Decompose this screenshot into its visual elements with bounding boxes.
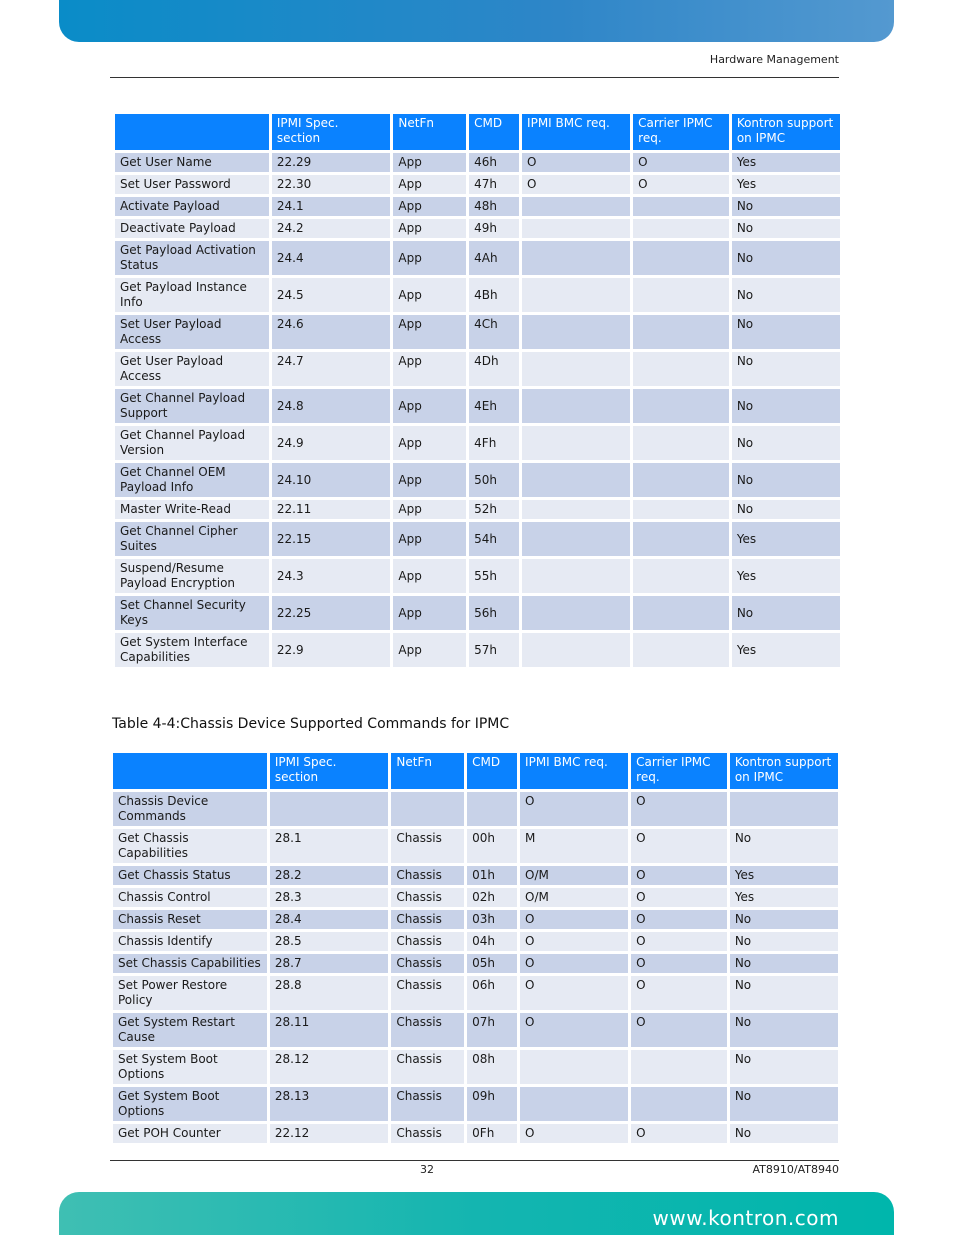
- table-cell: O: [520, 954, 628, 973]
- table-cell: 50h: [469, 463, 519, 497]
- column-header: [115, 114, 269, 150]
- table-cell: [633, 219, 729, 238]
- table-row: [113, 792, 838, 826]
- table-cell: App: [393, 596, 466, 630]
- column-header: IPMI BMC req.: [520, 753, 628, 789]
- table-cell: [522, 241, 630, 275]
- table-row: [115, 315, 840, 349]
- table-cell: Get User Name: [115, 153, 269, 172]
- table-cell: App: [393, 197, 466, 216]
- table-cell: 54h: [469, 522, 519, 556]
- table-cell: 28.13: [270, 1087, 389, 1121]
- table-cell: No: [730, 910, 838, 929]
- column-header: IPMI Spec. section: [272, 114, 391, 150]
- table-cell: 24.9: [272, 426, 391, 460]
- table-cell: [520, 1087, 628, 1121]
- table-cell: [631, 1050, 727, 1084]
- table-cell: Chassis Identify: [113, 932, 267, 951]
- table-cell: Set User Payload Access: [115, 315, 269, 349]
- table-cell: [522, 352, 630, 386]
- table-cell: No: [732, 389, 840, 423]
- table-cell: No: [730, 976, 838, 1010]
- table-cell: 28.8: [270, 976, 389, 1010]
- table-cell: [270, 792, 389, 826]
- column-header: IPMI BMC req.: [522, 114, 630, 150]
- table-cell: 22.9: [272, 633, 391, 667]
- table-cell: O: [631, 976, 727, 1010]
- table-cell: No: [732, 278, 840, 312]
- table-cell: 01h: [467, 866, 517, 885]
- table-cell: O: [631, 910, 727, 929]
- table-cell: 24.5: [272, 278, 391, 312]
- table-cell: Get Channel Payload Support: [115, 389, 269, 423]
- table-cell: No: [732, 596, 840, 630]
- table-row: [113, 1087, 838, 1121]
- table-cell: O: [520, 976, 628, 1010]
- table-cell: 22.11: [272, 500, 391, 519]
- page-number: 32: [420, 1163, 434, 1176]
- table-cell: [522, 463, 630, 497]
- table-cell: 52h: [469, 500, 519, 519]
- table-cell: [522, 197, 630, 216]
- table-cell: [633, 463, 729, 497]
- table-cell: 22.12: [270, 1124, 389, 1143]
- table-cell: App: [393, 522, 466, 556]
- table-cell: No: [732, 426, 840, 460]
- table-cell: Yes: [732, 559, 840, 593]
- table-cell: [633, 352, 729, 386]
- table-cell: [522, 596, 630, 630]
- table-cell: [522, 315, 630, 349]
- table-cell: O/M: [520, 888, 628, 907]
- column-header: IPMI Spec. section: [270, 753, 389, 789]
- table-cell: No: [730, 1124, 838, 1143]
- table-row: [115, 463, 840, 497]
- table-cell: 00h: [467, 829, 517, 863]
- table-cell: Chassis: [391, 866, 464, 885]
- table-cell: App: [393, 389, 466, 423]
- table-cell: 4Eh: [469, 389, 519, 423]
- table-cell: [633, 596, 729, 630]
- table-row: [113, 976, 838, 1010]
- table-cell: App: [393, 352, 466, 386]
- table-cell: Suspend/Resume Payload Encryption: [115, 559, 269, 593]
- table-cell: [520, 1050, 628, 1084]
- column-header: Carrier IPMC req.: [633, 114, 729, 150]
- table-cell: Get System Boot Options: [113, 1087, 267, 1121]
- table-row: [115, 522, 840, 556]
- table-cell: Get Channel Payload Version: [115, 426, 269, 460]
- table-cell: Chassis: [391, 1013, 464, 1047]
- table-cell: App: [393, 153, 466, 172]
- table-cell: 0Fh: [467, 1124, 517, 1143]
- table-cell: 49h: [469, 219, 519, 238]
- table-cell: App: [393, 559, 466, 593]
- table-cell: No: [732, 500, 840, 519]
- table-row: [115, 633, 840, 667]
- header-rule: [110, 77, 839, 78]
- table-cell: Chassis: [391, 976, 464, 1010]
- table-cell: O: [520, 932, 628, 951]
- column-header: CMD: [469, 114, 519, 150]
- table-cell: [730, 792, 838, 826]
- table-cell: 09h: [467, 1087, 517, 1121]
- table-cell: 4Bh: [469, 278, 519, 312]
- table-cell: Get User Payload Access: [115, 352, 269, 386]
- table-cell: [633, 315, 729, 349]
- table-cell: App: [393, 315, 466, 349]
- table-cell: Yes: [732, 522, 840, 556]
- table-cell: 4Dh: [469, 352, 519, 386]
- table-row: [113, 910, 838, 929]
- table-cell: 08h: [467, 1050, 517, 1084]
- table-cell: Chassis: [391, 888, 464, 907]
- column-header: NetFn: [393, 114, 466, 150]
- table-row: [115, 500, 840, 519]
- table-cell: O: [633, 175, 729, 194]
- table-cell: O: [522, 153, 630, 172]
- table-cell: 46h: [469, 153, 519, 172]
- table-cell: [522, 500, 630, 519]
- table-cell: 24.1: [272, 197, 391, 216]
- table-header-row: [113, 753, 838, 789]
- table-cell: [631, 1087, 727, 1121]
- table-cell: 28.7: [270, 954, 389, 973]
- table-row: [115, 596, 840, 630]
- table-cell: 02h: [467, 888, 517, 907]
- table-cell: Activate Payload: [115, 197, 269, 216]
- table-cell: Chassis: [391, 932, 464, 951]
- table-cell: Set System Boot Options: [113, 1050, 267, 1084]
- table-cell: 28.5: [270, 932, 389, 951]
- table-row: [113, 829, 838, 863]
- table-cell: [522, 633, 630, 667]
- table-cell: O: [631, 1013, 727, 1047]
- table-cell: Chassis: [391, 1050, 464, 1084]
- table-cell: 03h: [467, 910, 517, 929]
- table-cell: [633, 389, 729, 423]
- column-header: Kontron support on IPMC: [732, 114, 840, 150]
- table-cell: Get POH Counter: [113, 1124, 267, 1143]
- table-row: [113, 954, 838, 973]
- table-cell: 22.29: [272, 153, 391, 172]
- table-row: [113, 1124, 838, 1143]
- table-cell: 24.10: [272, 463, 391, 497]
- table-cell: 04h: [467, 932, 517, 951]
- header-banner: [59, 0, 894, 42]
- table-cell: 28.1: [270, 829, 389, 863]
- table-cell: App: [393, 633, 466, 667]
- app-commands-table: [112, 111, 843, 670]
- table-cell: No: [732, 219, 840, 238]
- table-cell: No: [730, 1087, 838, 1121]
- table-cell: App: [393, 463, 466, 497]
- table-cell: 28.3: [270, 888, 389, 907]
- table-cell: [522, 278, 630, 312]
- table-cell: Get Channel Cipher Suites: [115, 522, 269, 556]
- table-cell: Get Chassis Status: [113, 866, 267, 885]
- table-row: [115, 153, 840, 172]
- table-cell: No: [730, 954, 838, 973]
- table-cell: Get Chassis Capabilities: [113, 829, 267, 863]
- table-row: [115, 278, 840, 312]
- table-cell: Get Payload Activation Status: [115, 241, 269, 275]
- column-header: Kontron support on IPMC: [730, 753, 838, 789]
- table-cell: 24.4: [272, 241, 391, 275]
- table-cell: Set Chassis Capabilities: [113, 954, 267, 973]
- table-cell: O: [631, 792, 727, 826]
- table-cell: 28.11: [270, 1013, 389, 1047]
- table-row: [115, 241, 840, 275]
- column-header: Carrier IPMC req.: [631, 753, 727, 789]
- table-cell: 4Ah: [469, 241, 519, 275]
- table-cell: No: [732, 241, 840, 275]
- table-cell: App: [393, 426, 466, 460]
- table-cell: 24.3: [272, 559, 391, 593]
- table-cell: [633, 426, 729, 460]
- table-cell: 55h: [469, 559, 519, 593]
- table-row: [113, 866, 838, 885]
- table-row: [113, 888, 838, 907]
- table-row: [115, 389, 840, 423]
- table-cell: 48h: [469, 197, 519, 216]
- table-cell: O/M: [520, 866, 628, 885]
- table-caption: Table 4-4:Chassis Device Supported Commands for IPMC: [112, 716, 510, 732]
- table-cell: [522, 426, 630, 460]
- table-cell: O: [631, 1124, 727, 1143]
- table-cell: Deactivate Payload: [115, 219, 269, 238]
- chassis-commands-table: [110, 750, 841, 1146]
- table-cell: 47h: [469, 175, 519, 194]
- table-cell: O: [520, 792, 628, 826]
- table-cell: [633, 241, 729, 275]
- table-cell: [633, 197, 729, 216]
- table-cell: 22.25: [272, 596, 391, 630]
- table-cell: [522, 522, 630, 556]
- table-cell: Set Channel Security Keys: [115, 596, 269, 630]
- table-row: [113, 1050, 838, 1084]
- table-cell: Yes: [730, 866, 838, 885]
- table-cell: Chassis: [391, 829, 464, 863]
- table-cell: 06h: [467, 976, 517, 1010]
- table-cell: [633, 278, 729, 312]
- table-cell: O: [520, 910, 628, 929]
- table-cell: M: [520, 829, 628, 863]
- table-cell: [467, 792, 517, 826]
- table-cell: O: [631, 866, 727, 885]
- table-row: [115, 175, 840, 194]
- section-title: Hardware Management: [709, 53, 839, 66]
- table-cell: Yes: [730, 888, 838, 907]
- table-cell: [633, 500, 729, 519]
- column-header: [113, 753, 267, 789]
- table-cell: 05h: [467, 954, 517, 973]
- table-cell: 4Fh: [469, 426, 519, 460]
- table-cell: Yes: [732, 633, 840, 667]
- table-cell: [522, 219, 630, 238]
- table-cell: O: [631, 932, 727, 951]
- table-row: [113, 932, 838, 951]
- table-cell: [522, 559, 630, 593]
- table-row: [115, 352, 840, 386]
- table-cell: Get System Interface Capabilities: [115, 633, 269, 667]
- product-model: AT8910/AT8940: [752, 1163, 839, 1176]
- website-url[interactable]: www.kontron.com: [652, 1206, 839, 1230]
- table-cell: O: [631, 888, 727, 907]
- table-cell: Get Channel OEM Payload Info: [115, 463, 269, 497]
- table-row: [113, 1013, 838, 1047]
- table-cell: 07h: [467, 1013, 517, 1047]
- table-cell: O: [633, 153, 729, 172]
- table-cell: No: [730, 1013, 838, 1047]
- table-cell: Master Write-Read: [115, 500, 269, 519]
- table-cell: Get Payload Instance Info: [115, 278, 269, 312]
- table-cell: No: [730, 1050, 838, 1084]
- table-cell: 4Ch: [469, 315, 519, 349]
- footer-rule: [110, 1160, 839, 1161]
- table-cell: App: [393, 241, 466, 275]
- table-cell: 24.6: [272, 315, 391, 349]
- table-cell: Chassis: [391, 910, 464, 929]
- table-cell: App: [393, 500, 466, 519]
- table-header-row: [115, 114, 840, 150]
- table-cell: App: [393, 175, 466, 194]
- column-header: CMD: [467, 753, 517, 789]
- table-cell: No: [732, 463, 840, 497]
- table-cell: [633, 633, 729, 667]
- table-cell: No: [730, 829, 838, 863]
- table-cell: Yes: [732, 175, 840, 194]
- table-cell: [391, 792, 464, 826]
- table-row: [115, 197, 840, 216]
- table-cell: No: [732, 352, 840, 386]
- table-cell: App: [393, 278, 466, 312]
- column-header: NetFn: [391, 753, 464, 789]
- table-cell: O: [522, 175, 630, 194]
- table-cell: O: [520, 1124, 628, 1143]
- table-cell: 22.30: [272, 175, 391, 194]
- table-cell: O: [631, 954, 727, 973]
- table-cell: Chassis: [391, 1124, 464, 1143]
- table-cell: 24.8: [272, 389, 391, 423]
- table-cell: Yes: [732, 153, 840, 172]
- table-cell: No: [730, 932, 838, 951]
- table-cell: O: [631, 829, 727, 863]
- table-cell: 28.12: [270, 1050, 389, 1084]
- table-cell: App: [393, 219, 466, 238]
- table-cell: [633, 559, 729, 593]
- table-cell: 24.2: [272, 219, 391, 238]
- table-cell: No: [732, 315, 840, 349]
- table-cell: [522, 389, 630, 423]
- table-cell: Set Power Restore Policy: [113, 976, 267, 1010]
- table-cell: O: [520, 1013, 628, 1047]
- table-cell: [633, 522, 729, 556]
- table-cell: Get System Restart Cause: [113, 1013, 267, 1047]
- table-cell: Chassis Device Commands: [113, 792, 267, 826]
- table-cell: 56h: [469, 596, 519, 630]
- table-cell: Chassis Reset: [113, 910, 267, 929]
- table-row: [115, 559, 840, 593]
- table-cell: No: [732, 197, 840, 216]
- table-cell: Chassis: [391, 1087, 464, 1121]
- table-row: [115, 426, 840, 460]
- table-cell: 28.2: [270, 866, 389, 885]
- table-row: [115, 219, 840, 238]
- table-cell: 24.7: [272, 352, 391, 386]
- table-cell: 57h: [469, 633, 519, 667]
- table-cell: Chassis Control: [113, 888, 267, 907]
- table-cell: Chassis: [391, 954, 464, 973]
- table-cell: Set User Password: [115, 175, 269, 194]
- table-cell: 28.4: [270, 910, 389, 929]
- table-cell: 22.15: [272, 522, 391, 556]
